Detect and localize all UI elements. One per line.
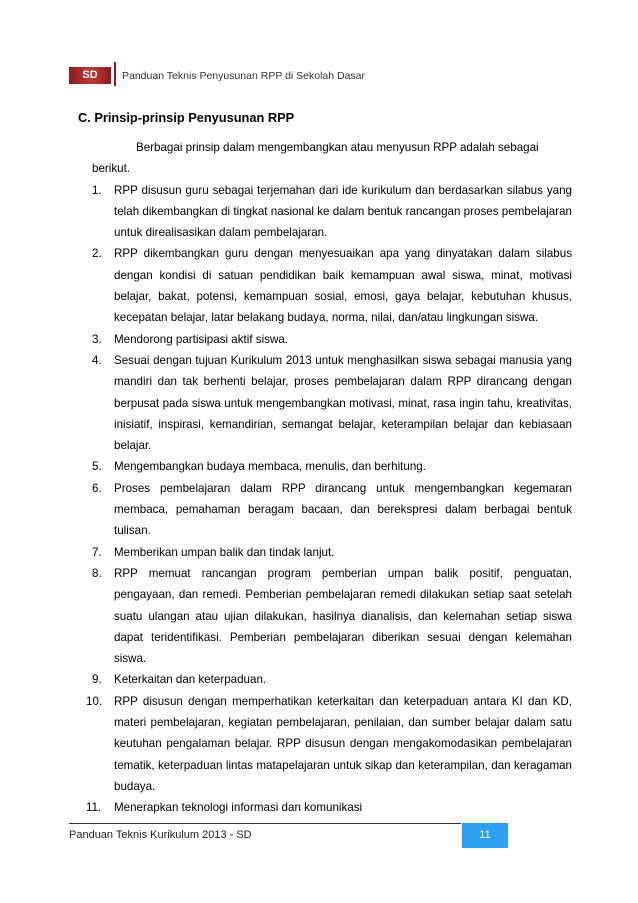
header-divider xyxy=(114,62,116,86)
list-item xyxy=(78,350,572,456)
footer-title: Panduan Teknis Kurikulum 2013 - SD xyxy=(69,829,252,841)
list-item xyxy=(78,329,572,350)
section-title: C. Prinsip-prinsip Penyusunan RPP xyxy=(78,110,295,125)
principles-list xyxy=(78,180,572,819)
list-text: Mengembangkan budaya membaca, menulis, dan berhitung. xyxy=(114,460,426,474)
list-number: 9. xyxy=(92,673,102,687)
list-item xyxy=(78,797,572,818)
list-text: Proses pembelajaran dalam RPP dirancang untuk mengembangkan kegemaran membaca, pemahaman beragam bacaan, dan berekspresi dalam berbagai bentuk tulisan. xyxy=(114,481,572,538)
list-number: 6. xyxy=(92,481,102,495)
list-text: RPP memuat rancangan program pemberian umpan balik positif, penguatan, pengayaan, dan remedi. Pemberian pembelajaran remedi dilakukan setiap saat setelah suatu ulangan atau ujian dilakukan, hasilnya dianalisis, dan kelemahan setiap siswa dapat teridentifikasi. Pemberian pembelajaran diberikan sesuai dengan kelemahan siswa. xyxy=(114,566,572,666)
list-item xyxy=(78,542,572,563)
list-number: 3. xyxy=(92,332,102,346)
list-number: 4. xyxy=(92,353,102,367)
list-number: 11. xyxy=(86,801,102,815)
intro-paragraph: Berbagai prinsip dalam mengembangkan atau menyusun RPP adalah sebagai xyxy=(136,141,539,154)
page-number: 11 xyxy=(462,823,508,848)
list-item xyxy=(78,456,572,477)
list-number: 1. xyxy=(92,183,102,197)
list-text: RPP dikembangkan guru dengan menyesuaikan apa yang dinyatakan dalam silabus dengan kondisi di satuan pendidikan baik kemampuan awal siswa, minat, motivasi belajar, bakat, potensi, kemampuan sosial, emosi, gaya belajar, kebutuhan khusus, kecepatan belajar, latar belakang budaya, norma, nilai, dan/atau lingkungan siswa. xyxy=(114,247,572,325)
list-number: 7. xyxy=(92,545,102,559)
list-item xyxy=(78,243,572,328)
list-text: Keterkaitan dan keterpaduan. xyxy=(114,673,267,687)
list-number: 8. xyxy=(92,566,102,580)
list-item xyxy=(78,180,572,244)
list-text: Mendorong partisipasi aktif siswa. xyxy=(114,332,288,346)
list-item xyxy=(78,563,572,669)
footer-rule xyxy=(69,823,461,824)
list-text: Menerapkan teknologi informasi dan komunikasi xyxy=(114,801,363,815)
list-item xyxy=(78,691,572,797)
level-badge: SD xyxy=(69,67,111,84)
page-header xyxy=(0,0,638,92)
page-footer xyxy=(0,820,638,860)
header-title: Panduan Teknis Penyusunan RPP di Sekolah Dasar xyxy=(122,70,366,82)
list-number: 2. xyxy=(92,247,102,261)
section-body xyxy=(78,137,572,819)
list-text: Sesuai dengan tujuan Kurikulum 2013 untuk menghasilkan siswa sebagai manusia yang mandiri dan tak berhenti belajar, proses pembelajaran dalam RPP dirancang dengan berpusat pada siswa untuk mengembangkan motivasi, minat, rasa ingin tahu, kreativitas, inisiatif, inspirasi, kemandirian, semangat belajar, keterampilan belajar dan kebiasaan belajar. xyxy=(114,353,572,453)
list-number: 5. xyxy=(92,460,102,474)
intro-paragraph-end: berikut. xyxy=(92,162,131,176)
list-text: RPP disusun dengan memperhatikan keterkaitan dan keterpaduan antara KI dan KD, materi pembelajaran, kegiatan pembelajaran, penilaian, dan sumber belajar dalam satu keutuhan pengalaman belajar. RPP disusun dengan mengakomodasikan pembelajaran tematik, keterpaduan lintas matapelajaran untuk sikap dan keterampilan, dan keragaman budaya. xyxy=(114,694,572,793)
list-text: RPP disusun guru sebagai terjemahan dari ide kurikulum dan berdasarkan silabus yang telah dikembangkan di tingkat nasional ke dalam bentuk rancangan proses pembelajaran untuk direalisasikan dalam pembelajaran. xyxy=(114,183,572,240)
list-number: 10. xyxy=(86,694,103,708)
list-item xyxy=(78,669,572,690)
list-text: Memberikan umpan balik dan tindak lanjut. xyxy=(114,545,335,559)
list-item xyxy=(78,478,572,542)
